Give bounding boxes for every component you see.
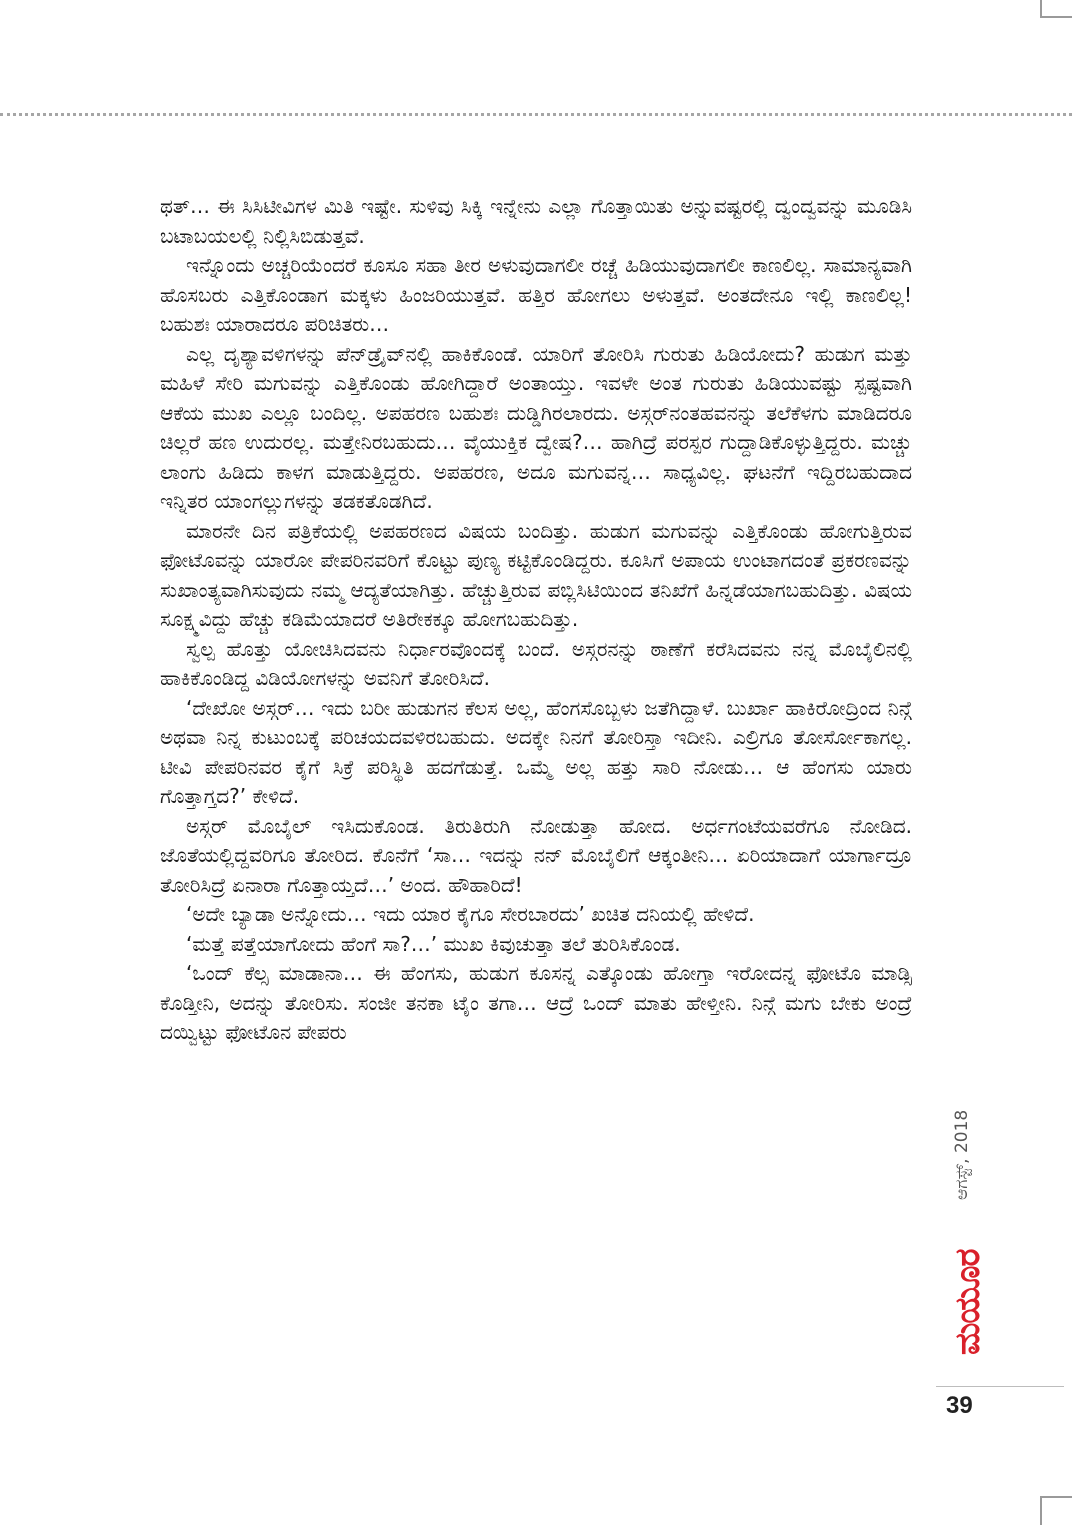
paragraph-5: ಸ್ವಲ್ಪ ಹೊತ್ತು ಯೋಚಿಸಿದವನು ನಿರ್ಧಾರವೊಂದಕ್ಕೆ ಬಂದೆ. ಅಸ್ಗರನನ್ನು ಠಾಣೆಗೆ ಕರೆಸಿದವನು ನನ್ನ ಮೊಬೈಲಿನಲ್ಲಿ ಹಾಕಿಕೊಂಡಿದ್ದ ವಿಡಿಯೋಗಳನ್ನು ಅವನಿಗೆ ತೋರಿಸಿದೆ. bbox=[160, 636, 912, 690]
paragraph-7: ಅಸ್ಗರ್ ಮೊಬೈಲ್ ಇಸಿದುಕೊಂಡ. ತಿರುತಿರುಗಿ ನೋಡುತ್ತಾ ಹೋದ. ಅರ್ಧಗಂಟೆಯವರೆಗೂ ನೋಡಿದ. ಜೊತೆಯಲ್ಲಿದ್ದವರಿಗೂ ತೋರಿದ. ಕೊನೆಗೆ ‘ಸಾ… ಇದನ್ನು ನನ್ ಮೊಬೈಲಿಗೆ ಆಕ್ಕಂತೀನಿ… ಏರಿಯಾದಾಗೆ ಯಾರ್ಗಾದ್ರೂ ತೋರಿಸಿದ್ರೆ ಏನಾರಾ ಗೊತ್ತಾಯ್ತದೆ…’ ಅಂದ. ಹೌಹಾರಿದೆ! bbox=[160, 813, 912, 897]
paragraph-8: ‘ಅದೇ ಬ್ಯಾಡಾ ಅನ್ನೋದು… ಇದು ಯಾರ ಕೈಗೂ ಸೇರಬಾರದು’ ಖಚಿತ ದನಿಯಲ್ಲಿ ಹೇಳಿದೆ. bbox=[186, 902, 755, 926]
paragraph-1: ಥತ್… ಈ ಸಿಸಿಟೀವಿಗಳ ಮಿತಿ ಇಷ್ಟೇ. ಸುಳಿವು ಸಿಕ್ಕಿ ಇನ್ನೇನು ಎಲ್ಲಾ ಗೊತ್ತಾಯಿತು ಅನ್ನುವಷ್ಟರಲ್ಲಿ ದ್ವಂದ್ವವನ್ನು ಮೂಡಿಸಿ ಬಟಾಬಯಲಲ್ಲಿ ನಿಲ್ಲಿಸಿಬಿಡುತ್ತವೆ. bbox=[160, 194, 912, 248]
article-body bbox=[160, 192, 912, 1048]
paragraph-6: ‘ದೇಖೋ ಅಸ್ಗರ್… ಇದು ಬರೀ ಹುಡುಗನ ಕೆಲಸ ಅಲ್ಲ, ಹೆಂಗಸೊಬ್ಬಳು ಜತೆಗಿದ್ದಾಳೆ. ಬುರ್ಖಾ ಹಾಕಿರೋದ್ರಿಂದ ನಿನ್ಗೆ ಅಥವಾ ನಿನ್ನ ಕುಟುಂಬಕ್ಕೆ ಪರಿಚಯದವಳಿರಬಹುದು. ಅದಕ್ಕೇ ನಿನಗೆ ತೋರಿಸ್ತಾ ಇದೀನಿ. ಎಲ್ರಿಗೂ ತೋರ್ಸೋಕಾಗಲ್ಲ. ಟೀವಿ ಪೇಪರಿನವರ ಕೈಗೆ ಸಿಕ್ರೆ ಪರಿಸ್ಥಿತಿ ಹದಗೆಡುತ್ತೆ. ಒಮ್ಮೆ ಅಲ್ಲ ಹತ್ತು ಸಾರಿ ನೋಡು… ಆ ಹೆಂಗಸು ಯಾರು ಗೊತ್ತಾಗ್ತದ?’ ಕೇಳಿದೆ. bbox=[160, 695, 912, 808]
magazine-name-logo: ಮಯೂರ bbox=[948, 1249, 988, 1355]
page-number: 39 bbox=[946, 1392, 973, 1419]
crop-mark-bottom bbox=[1040, 1496, 1072, 1525]
crop-mark-top bbox=[1040, 0, 1072, 18]
paragraph-2: ಇನ್ನೊಂದು ಅಚ್ಚರಿಯೆಂದರೆ ಕೂಸೂ ಸಹಾ ತೀರ ಅಳುವುದಾಗಲೀ ರಚ್ಚೆ ಹಿಡಿಯುವುದಾಗಲೀ ಕಾಣಲಿಲ್ಲ. ಸಾಮಾನ್ಯವಾಗಿ ಹೊಸಬರು ಎತ್ತಿಕೊಂಡಾಗ ಮಕ್ಕಳು ಹಿಂಜರಿಯುತ್ತವೆ. ಹತ್ತಿರ ಹೋಗಲು ಅಳುತ್ತವೆ. ಅಂತದೇನೂ ಇಲ್ಲಿ ಕಾಣಲಿಲ್ಲ! ಬಹುಶಃ ಯಾರಾದರೂ ಪರಿಚಿತರು… bbox=[160, 253, 912, 336]
issue-date: ಆಗಸ್ಟ್, 2018 bbox=[952, 1109, 972, 1201]
header-dotted-rule bbox=[0, 113, 1072, 116]
paragraph-3: ಎಲ್ಲ ದೃಶ್ಯಾವಳಿಗಳನ್ನು ಪೆನ್‌ಡ್ರೈವ್‌ನಲ್ಲಿ ಹಾಕಿಕೊಂಡೆ. ಯಾರಿಗೆ ತೋರಿಸಿ ಗುರುತು ಹಿಡಿಯೋದು? ಹುಡುಗ ಮತ್ತು ಮಹಿಳೆ ಸೇರಿ ಮಗುವನ್ನು ಎತ್ತಿಕೊಂಡು ಹೋಗಿದ್ದಾರೆ ಅಂತಾಯ್ತು. ಇವಳೇ ಅಂತ ಗುರುತು ಹಿಡಿಯುವಷ್ಟು ಸ್ಪಷ್ಟವಾಗಿ ಆಕೆಯ ಮುಖ ಎಲ್ಲೂ ಬಂದಿಲ್ಲ. ಅಪಹರಣ ಬಹುಶಃ ದುಡ್ಡಿಗಿರಲಾರದು. ಅಸ್ಗರ್‌ನಂತಹವನನ್ನು ತಲೆಕೆಳಗು ಮಾಡಿದರೂ ಚಿಲ್ಲರೆ ಹಣ ಉದುರಲ್ಲ. ಮತ್ತೇನಿರಬಹುದು… ವೈಯುಕ್ತಿಕ ದ್ವೇಷ?… ಹಾಗಿದ್ರೆ ಪರಸ್ಪರ ಗುದ್ದಾಡಿಕೊಳ್ಳುತ್ತಿದ್ದರು. ಮಚ್ಚು ಲಾಂಗು ಹಿಡಿದು ಕಾಳಗ ಮಾಡುತ್ತಿದ್ದರು. ಅಪಹರಣ, ಅದೂ ಮಗುವನ್ನ… ಸಾಧ್ಯವಿಲ್ಲ. ಘಟನೆಗೆ ಇದ್ದಿರಬಹುದಾದ ಇನ್ನಿತರ ಯಾಂಗಲ್ಲುಗಳನ್ನು ತಡಕತೊಡಗಿದೆ. bbox=[160, 341, 912, 513]
paragraph-10: ‘ಒಂದ್ ಕೆಲ್ಸ ಮಾಡಾನಾ… ಈ ಹೆಂಗಸು, ಹುಡುಗ ಕೂಸನ್ನ ಎತ್ಕೊಂಡು ಹೋಗ್ತಾ ಇರೋದನ್ನ ಫೋಟೊ ಮಾಡ್ಸಿ ಕೊಡ್ತೀನಿ, ಅದನ್ನು ತೋರಿಸು. ಸಂಜೀ ತನಕಾ ಟೈಂ ತಗಾ… ಆದ್ರೆ ಒಂದ್ ಮಾತು ಹೇಳ್ತೀನಿ. ನಿನ್ಗೆ ಮಗು ಬೇಕು ಅಂದ್ರೆ ದಯ್ವಿಟ್ಟು ಫೋಟೊನ ಪೇಪರು bbox=[160, 961, 912, 1044]
paragraph-4: ಮಾರನೇ ದಿನ ಪತ್ರಿಕೆಯಲ್ಲಿ ಅಪಹರಣದ ವಿಷಯ ಬಂದಿತ್ತು. ಹುಡುಗ ಮಗುವನ್ನು ಎತ್ತಿಕೊಂಡು ಹೋಗುತ್ತಿರುವ ಫೋಟೊವನ್ನು ಯಾರೋ ಪೇಪರಿನವರಿಗೆ ಕೊಟ್ಟು ಪುಣ್ಯ ಕಟ್ಟಿಕೊಂಡಿದ್ದರು. ಕೂಸಿಗೆ ಅಪಾಯ ಉಂಟಾಗದಂತೆ ಪ್ರಕರಣವನ್ನು ಸುಖಾಂತ್ಯವಾಗಿಸುವುದು ನಮ್ಮ ಆದ್ಯತೆಯಾಗಿತ್ತು. ಹೆಚ್ಚುತ್ತಿರುವ ಪಬ್ಲಿಸಿಟಿಯಿಂದ ತನಿಖೆಗೆ ಹಿನ್ನಡೆಯಾಗಬಹುದಿತ್ತು. ವಿಷಯ ಸೂಕ್ಷ್ಮವಿದ್ದು ಹೆಚ್ಚು ಕಡಿಮೆಯಾದರೆ ಅತಿರೇಕಕ್ಕೂ ಹೋಗಬಹುದಿತ್ತು. bbox=[160, 518, 912, 631]
paragraph-9: ‘ಮತ್ತೆ ಪತ್ತೆಯಾಗೋದು ಹೆಂಗೆ ಸಾ?…’ ಮುಖ ಕಿವುಚುತ್ತಾ ತಲೆ ತುರಿಸಿಕೊಂಡ. bbox=[186, 931, 681, 956]
magazine-sidebar bbox=[948, 1100, 992, 1390]
footer-rule bbox=[936, 1386, 1064, 1387]
